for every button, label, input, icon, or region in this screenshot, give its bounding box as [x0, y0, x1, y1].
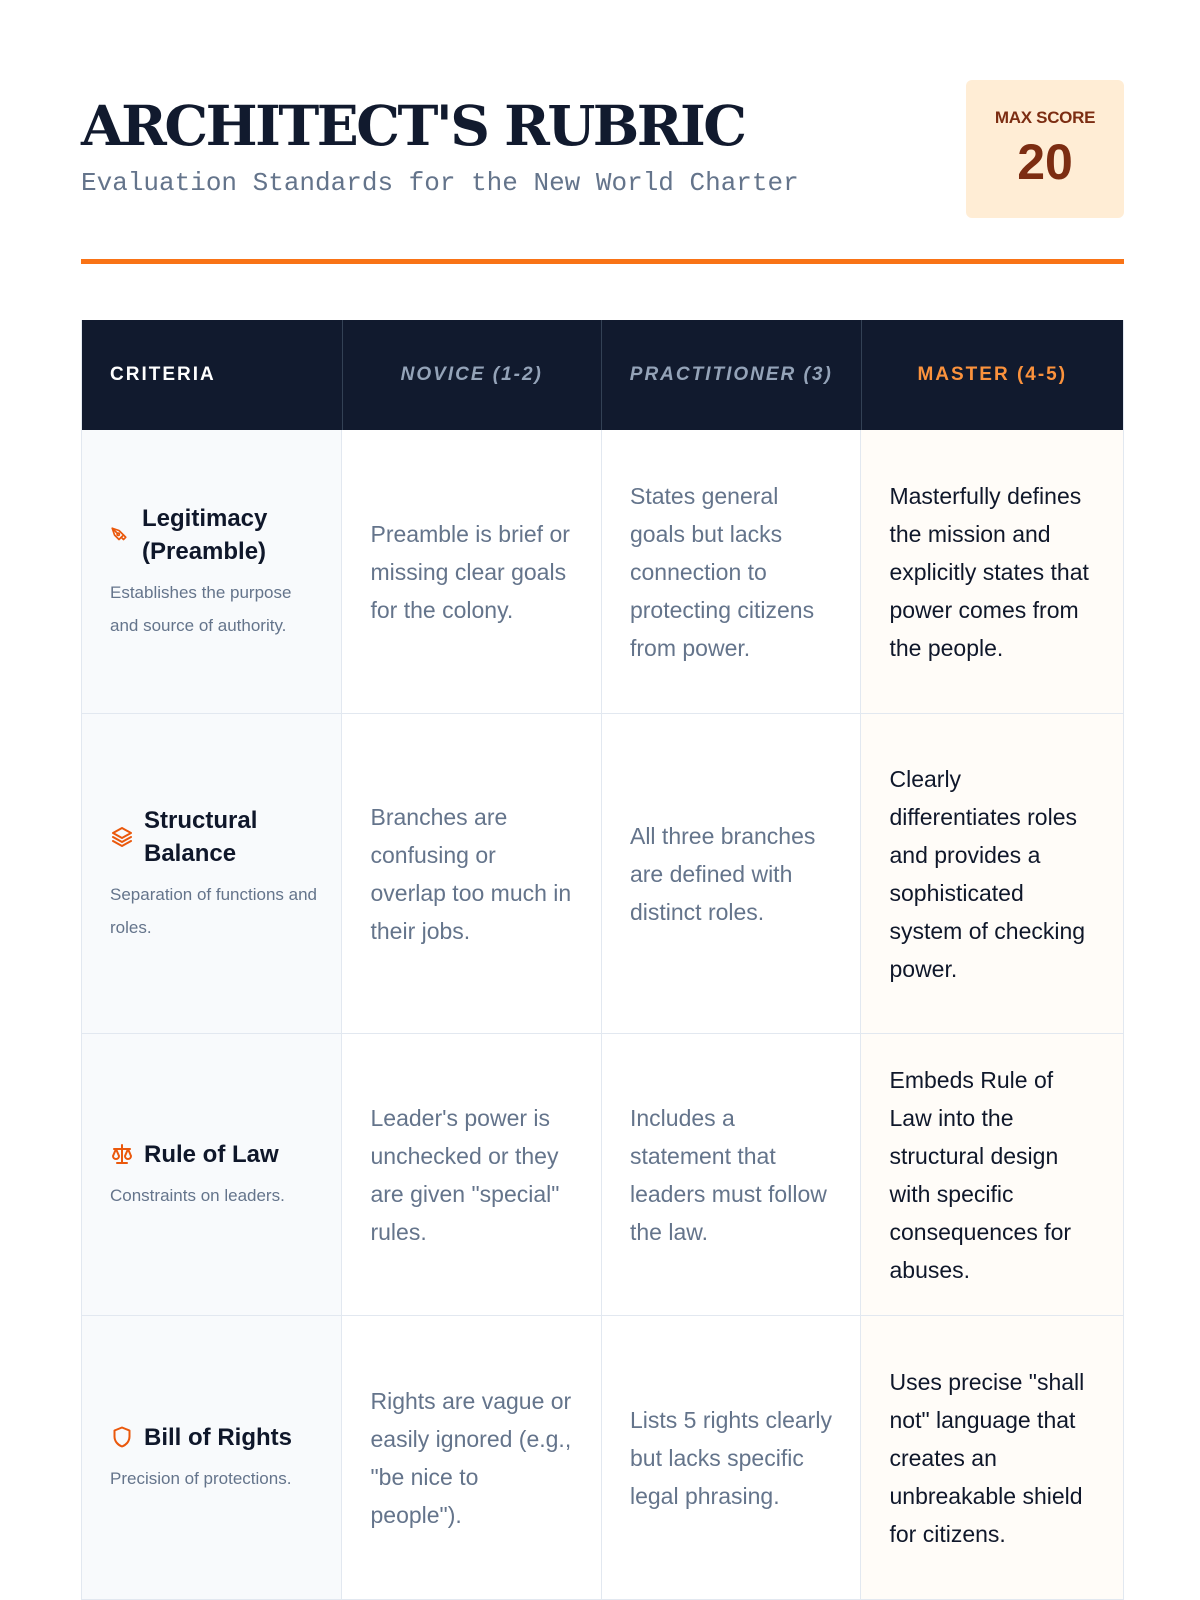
table-row: [82, 714, 1123, 1034]
master-cell: Embeds Rule of Law into the structural design with specific consequences for abuses.: [861, 1034, 1123, 1315]
criteria-cell: [82, 430, 342, 713]
column-header-master: MASTER (4-5): [917, 363, 1068, 385]
master-cell: Masterfully defines the mission and explicitly states that power comes from the people.: [861, 430, 1123, 713]
criteria-description: Constraints on leaders.: [110, 1185, 285, 1205]
column-header-criteria: CRITERIA: [82, 320, 343, 430]
novice-cell: Rights are vague or easily ignored (e.g., "be nice to people").: [342, 1316, 602, 1599]
table-row: [82, 1316, 1123, 1600]
header-divider: [81, 259, 1124, 264]
table-row: [82, 1034, 1123, 1316]
criteria-title: Rule of Law: [144, 1140, 279, 1168]
master-cell: Uses precise "shall not" language that creates an unbreakable shield for citizens.: [861, 1316, 1123, 1599]
criteria-title: Bill of Rights: [144, 1423, 292, 1451]
criteria-description: Precision of protections.: [110, 1468, 292, 1488]
criteria-title: Legitimacy (Preamble): [142, 504, 268, 565]
criteria-cell: [82, 1034, 342, 1315]
practitioner-cell: Lists 5 rights clearly but lacks specific legal phrasing.: [602, 1316, 862, 1599]
master-cell: Clearly differentiates roles and provides a sophisticated system of checking power.: [861, 714, 1123, 1033]
max-score-value: 20: [1017, 134, 1073, 190]
rubric-table: [81, 320, 1124, 1600]
page-subtitle: Evaluation Standards for the New World Charter: [81, 168, 799, 198]
novice-cell: Leader's power is unchecked or they are given "special" rules.: [342, 1034, 602, 1315]
pen-nib-icon: [110, 526, 128, 544]
practitioner-cell: States general goals but lacks connection to protecting citizens from power.: [602, 430, 862, 713]
novice-cell: Branches are confusing or overlap too much in their jobs.: [342, 714, 602, 1033]
criteria-description: Establishes the purpose and source of authority.: [110, 582, 292, 635]
practitioner-cell: Includes a statement that leaders must follow the law.: [602, 1034, 862, 1315]
column-header-novice: NOVICE (1-2): [343, 320, 603, 430]
criteria-description: Separation of functions and roles.: [110, 884, 317, 937]
layers-icon: [110, 825, 134, 849]
practitioner-cell: All three branches are defined with distinct roles.: [602, 714, 862, 1033]
criteria-cell: [82, 714, 342, 1033]
max-score-label: MAX SCORE: [994, 108, 1096, 127]
scale-icon: [110, 1142, 134, 1166]
max-score-badge: [966, 80, 1124, 218]
page-title: ARCHITECT'S RUBRIC: [81, 93, 745, 158]
shield-icon: [110, 1425, 134, 1449]
table-header: [82, 320, 1123, 430]
criteria-cell: [82, 1316, 342, 1599]
rubric-header: [81, 80, 1124, 220]
table-row: [82, 430, 1123, 714]
column-header-practitioner: PRACTITIONER (3): [602, 320, 862, 430]
criteria-title: Structural Balance: [144, 806, 258, 867]
novice-cell: Preamble is brief or missing clear goals for the colony.: [342, 430, 602, 713]
